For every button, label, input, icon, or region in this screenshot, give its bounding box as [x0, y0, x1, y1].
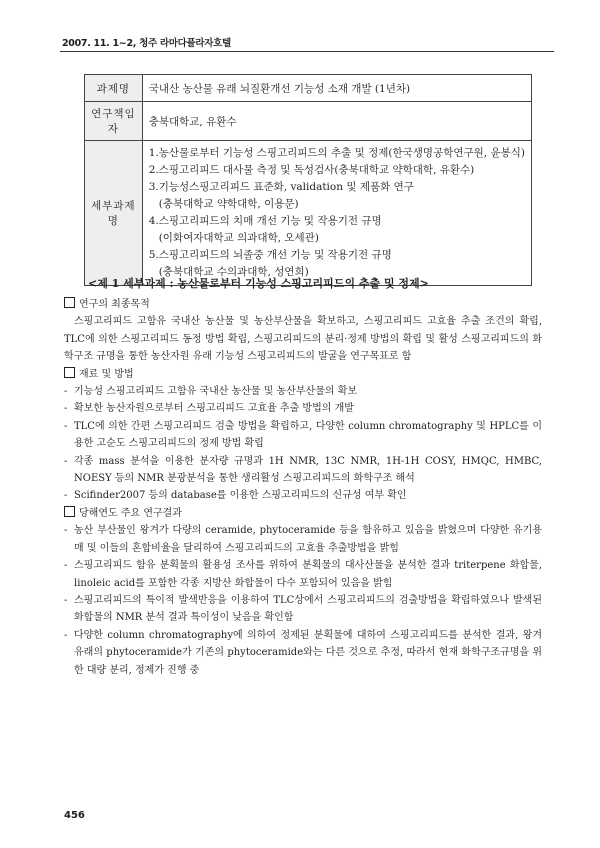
pi-label: 연구책임자: [85, 102, 143, 141]
checkbox-square-icon: [64, 506, 75, 517]
list-item: - 확보한 농산자원으로부터 스핑고리피드 고효율 추출 방법의 개발: [64, 403, 354, 415]
pi-value: 충북대학교, 유환수: [142, 102, 531, 141]
list-item: - 기능성 스핑고리피드 고함유 국내산 농산물 및 농산부산물의 확보: [64, 386, 358, 398]
project-title-value: 국내산 농산물 유래 뇌질환개선 기능성 소재 개발 (1년차): [142, 75, 531, 102]
list-item: - 스핑고리피드의 특이적 발색반응을 이용하여 TLC상에서 스핑고리피드의 검출방법을 확립하였으나 발색된 화합물의 NMR 분석 결과 특이성이 낮음을 확인함: [64, 594, 542, 624]
running-header: 2007. 11. 1~2, 청주 라마다플라자호텔: [62, 38, 231, 49]
subtask-3: 3.기능성스핑고리피드 표준화, validation 및 제품화 연구: [148, 181, 414, 193]
subtask-4: 4.스핑고리피드의 치매 개선 기능 및 작용기전 규명: [148, 215, 382, 227]
materials-heading: 재료 및 방법: [64, 366, 542, 383]
final-goal-text: 스핑고리피드 고함유 국내산 농산물 및 농산부산물을 확보하고, 스핑고리피드 고효율 추출 조건의 확립, TLC에 의한 스핑고리피드 동정 방법 확립, 스핑고리피드의 분리·정제 방법의 확립 및 활성 스핑고리피드의 화학구조 규명을 통한 농산자원 유래 기능성 스핑고리피드의 발굴을 연구목표로 함: [64, 316, 542, 363]
checkbox-square-icon: [64, 297, 75, 308]
list-item: - 각종 mass 분석을 이용한 분자량 규명과 1H NMR, 13C NMR, 1H-1H COSY, HMQC, HMBC, NOESY 등의 NMR 분광분석을 통한 생리활성 스핑고리피드의 화학구조 해석: [64, 455, 542, 485]
project-table: [84, 74, 532, 286]
final-goal-heading: 연구의 최종목적: [64, 296, 542, 313]
subtask-3-org: (충북대학교 약학대학, 이용문): [158, 198, 299, 210]
list-item: - 스핑고리피드 함유 분획물의 활용성 조사를 위하여 분획물의 대사산물을 분석한 결과 triterpene 화합물, linoleic acid를 포함한 각종 지방산 화합물이 다수 포함되어 있음을 밝힘: [64, 560, 542, 589]
table-row: [85, 102, 532, 141]
subtask-4-org: (이화여자대학교 의과대학, 오세관): [158, 232, 319, 244]
checkbox-square-icon: [64, 367, 75, 378]
results-heading: 당해연도 주요 연구결과: [64, 505, 542, 522]
subtask-2: 2.스핑고리피드 대사물 측정 및 독성검사(충북대학교 약학대학, 유환수): [148, 164, 475, 176]
subtask-1: 1.농산물로부터 기능성 스핑고리피드의 추출 및 정제(한국생명공학연구원, 윤봉식): [148, 147, 525, 159]
body-text: [64, 296, 542, 679]
subtask-5: 5.스핑고리피드의 뇌졸중 개선 기능 및 작용기전 규명: [148, 249, 392, 261]
table-row: [85, 75, 532, 102]
subtask-list: [142, 141, 531, 286]
list-item: - Scifinder2007 등의 database를 이용한 스핑고리피드의 신규성 여부 확인: [64, 490, 407, 502]
list-item: - TLC에 의한 간편 스핑고리피드 검출 방법을 확립하고, 다양한 column chromatography 및 HPLC를 이용한 고순도 스핑고리피드의 정제 방법 확립: [64, 420, 542, 450]
subtask-label: 세부과제명: [85, 141, 143, 286]
list-item: - 다양한 column chromatography에 의하여 정제된 분획물에 대하여 스핑고리피드를 분석한 결과, 왕겨 유래의 phytoceramide가 기존의 phytoceramide와는 다른 것으로 추정, 따라서 현재 화학구조규명을 위한 대량 분리, 정제가 진행 중: [64, 629, 543, 676]
section-title: <제 1 세부과제 : 농산물로부터 기능성 스핑고리피드의 추출 및 정제>: [88, 277, 429, 290]
header-rule: [60, 51, 554, 52]
project-title-label: 과제명: [85, 75, 143, 102]
table-row: [85, 141, 532, 286]
page-number: 456: [64, 810, 85, 821]
subtask-5-org: (충북대학교 수의과대학, 성연희): [158, 266, 309, 278]
list-item: - 농산 부산물인 왕겨가 다량의 ceramide, phytoceramide 등을 함유하고 있음을 밝혔으며 다양한 유기용매 및 이들의 혼합비율을 달리하여 스핑고리피드의 고효율 추출방법을 밝힘: [64, 525, 542, 554]
